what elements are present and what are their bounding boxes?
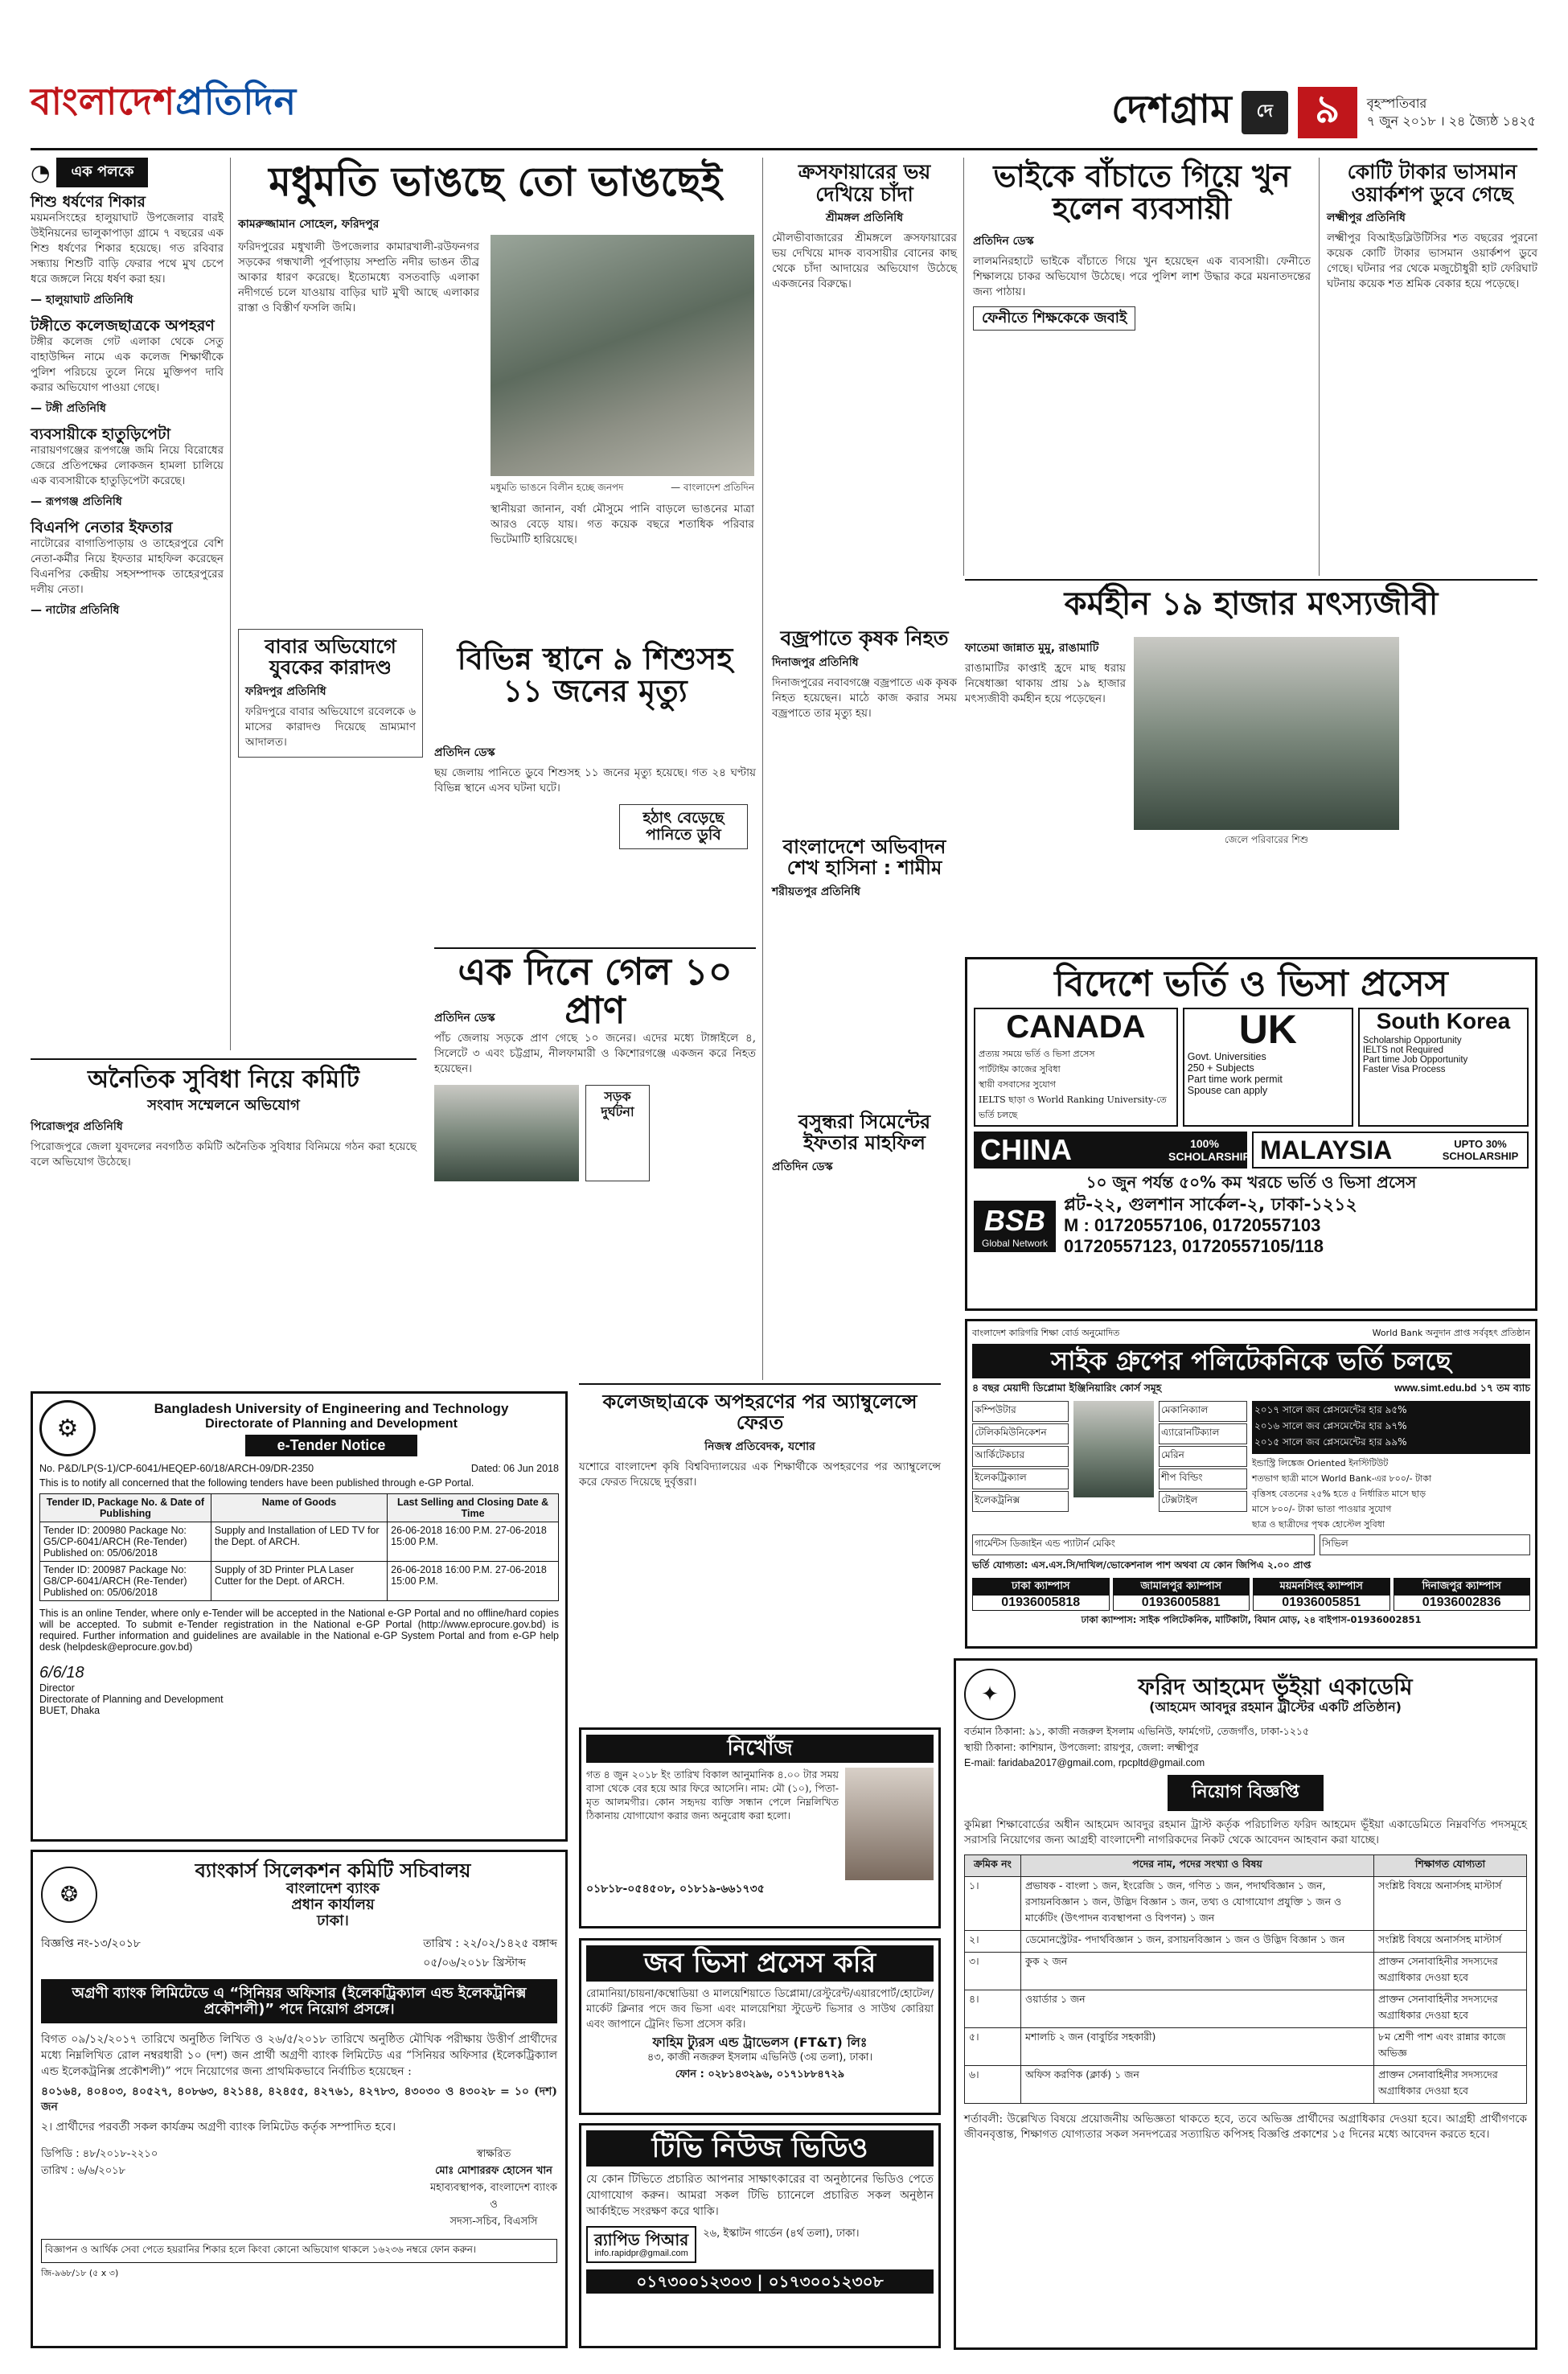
tender-org: Bangladesh University of Engineering and Technology (154, 1400, 509, 1416)
dept-item: এ্যারোনটিক্যাল (1159, 1423, 1247, 1444)
story-text: মৌলভীবাজারের শ্রীমঙ্গলে ক্রসফায়ারের ভয় দেখিয়ে মাদক ব্যবসায়ীর বোনের কাছ থেকে চাঁদা আদায়ের অভিযোগ উঠেছে একজনের বিরুদ্ধে। (772, 232, 957, 290)
signer-3: BUET, Dhaka (39, 1705, 101, 1716)
batch: ১৭ তম ব্যাচ (1480, 1382, 1530, 1394)
story-text: ফরিদপুরে বাবার অভিযোগে রবেলকে ৬ মাসের কারাদণ্ড দিয়েছে ভ্রাম্যমাণ আদালত। (245, 704, 416, 749)
tender-note: This is an online Tender, where only e-Tender will be accepted in the National e-GP Portal and no offline/hard copies will be accepted. To submit e-Tender registration in the National e-GP Portal (http://www.eprocure.gov.bd) is required. Further information and guidelines are available in the National e-GP System Portal and from e-GP help desk (helpdesk@eprocure.gov.bd) (39, 1608, 559, 1653)
tv-phones: ০১৭৩০০১২৩০৩ | ০১৭৩০০১২৩০৮ (636, 2272, 884, 2292)
missing-contact: ০১৮১৮-০৫৪৫০৮, ০১৮১৯-৬৬১৭৩৫ (586, 1882, 765, 1896)
point: Spouse can apply (1187, 1085, 1268, 1097)
table-header: পদের নাম, পদের সংখ্যা ও বিষয় (1021, 1855, 1374, 1877)
notice-number: বিজ্ঞপ্তি নং-১৩/২০১৮ (41, 1937, 141, 1950)
subhead: ফেনীতে শিক্ষকেকে জবাই (982, 309, 1127, 327)
malaysia-note: UPTO 30% SCHOLARSHIP (1442, 1138, 1519, 1163)
brief-title: টঙ্গীতে কলেজছাত্রকে অপহরণ (31, 316, 215, 335)
row-post: ওয়ার্ডার ১ জন (1021, 1990, 1374, 2028)
placement-line: ২০১৬ সালে জব প্লেসমেন্টের হার ৯৭% (1254, 1420, 1407, 1432)
table-row (965, 1877, 1527, 1931)
headline: কলেজছাত্রকে অপহরণের পর অ্যাম্বুলেন্সে ফেরত (602, 1390, 917, 1435)
dept-item: ইলেকট্রনিক্স (972, 1491, 1069, 1512)
story-modhumoti-body (238, 240, 479, 316)
campus-phone: 01936005818 (1001, 1596, 1081, 1610)
byline: লক্ষ্মীপুর প্রতিনিধি (1327, 212, 1406, 224)
river-erosion-photo (491, 235, 754, 476)
story-text: লক্ষ্মীপুর বিআইডব্লিউটিসির শত বছরের পুরনো কয়েক কোটি টাকার ভাসমান ওয়ার্কশপ ডুবে গেছে। ঘটনার পর থেকে মজুচৌধুরী হাট ফেরিঘাট ঘটনায় কয়েক শত শ্রমিক বেকার হয়ে পড়েছে। (1327, 232, 1537, 290)
table-row (965, 1953, 1527, 1990)
story-text: পিরোজপুরে জেলা যুবদলের নবগঠিত কমিটি অনৈতিক সুবিধার বিনিময়ে গঠন করা হয়েছে বলে অভিযোগ উঠেছে। (31, 1140, 417, 1169)
byline: ফরিদপুর প্রতিনিধি (245, 684, 326, 698)
bank-text: বিগত ০৯/১২/২০১৭ তারিখে অনুষ্ঠিত লিখিত ও ২৬/৫/২০১৮ তারিখে অনুষ্ঠিত মৌখিক পরীক্ষায় উত্তীর্ণ প্রার্থীদের মধ্যে নিম্নলিখিত রোল নম্বরধারী ১০ (দশ) জন প্রার্থী অগ্রণী ব্যাংক লিমিটেড এর “সিনিয়র অফিসার (ইলেকট্রিক্যাল এন্ড ইলেকট্রনিক্স প্রকৌশলী)” পদে নিয়োগের জন্য প্রাথমিকভাবে নির্বাচিত হয়েছেন : (41, 2033, 557, 2079)
table-header: Name of Goods (211, 1494, 387, 1522)
uk-points (1184, 1049, 1352, 1098)
row-number: ৬। (965, 2066, 1021, 2104)
story-baba (238, 629, 423, 758)
byline: প্রতিদিন ডেস্ক (434, 746, 495, 759)
eligibility: ভর্তি যোগ্যতা: এস.এস.সি/দাখিল/ভোকেশনাল পাশ অথবা যে কোন জিপিএ ২.০০ প্রাপ্ত (972, 1559, 1311, 1571)
uk-box (1183, 1008, 1353, 1127)
polytechnic-ad (965, 1319, 1537, 1649)
photo-caption: মধুমতি ভাঙনে বিলীন হচ্ছে জনপদ (491, 482, 624, 493)
byline: শ্রীমঙ্গল প্রতিনিধি (825, 212, 904, 224)
tender-dates: 26-06-2018 16:00 P.M. 27-06-2018 15:00 P.M. (388, 1522, 559, 1562)
bank-logo-icon: ❂ (41, 1867, 97, 1923)
brief-logo-icon: ◔ (31, 159, 51, 186)
academy-address: বর্তমান ঠিকানা: ৯১, কাজী নজরুল ইসলাম এভিনিউ, ফার্মগেট, তেজগাঁও, ঢাকা-১২১৫ (964, 1725, 1310, 1737)
tender-notice (31, 1391, 568, 1842)
bank-sub-1: বাংলাদেশ ব্যাংক (285, 1880, 380, 1898)
story-modhumoti-body-2 (491, 502, 754, 548)
brief-title: বিএনপি নেতার ইফতার (31, 518, 173, 536)
dept-item: গার্মেন্টস ডিজাইন এন্ড প্যাটার্ন মেকিং (972, 1534, 1315, 1555)
headline: ভাইকে বাঁচাতে গিয়ে খুন হলেন ব্যবসায়ী (993, 158, 1291, 226)
section-header (1111, 80, 1536, 144)
ad-phones-2: 01720557123, 01720557105/118 (1064, 1236, 1324, 1257)
story-motsho-body (965, 635, 1126, 707)
photo-caption-row (491, 481, 754, 497)
story-naitik (31, 1058, 417, 1170)
bank-title: অগ্রণী ব্যাংক লিমিটেডে এ “সিনিয়র অফিসার (ইলেকট্রিক্যাল এন্ড ইলেকট্রনিক্স প্রকৌশলী)” পদে নিয়োগ প্রসঙ্গে। (72, 1984, 527, 2018)
tender-title: e-Tender Notice (245, 1435, 418, 1456)
date-2: ০৫/০৬/২০১৮ খ্রিস্টাব্দ (423, 1956, 526, 1969)
campus-name: ঢাকা ক্যাম্পাস (973, 1579, 1109, 1596)
fishermen-photo (1134, 637, 1399, 830)
course-label: ৪ বছর মেয়াদী ডিপ্লোমা ইঞ্জিনিয়ারিং কোর্স সমূহ (972, 1382, 1162, 1394)
byline: প্রতিদিন ডেস্ক (772, 1160, 833, 1173)
story-text: ছয় জেলায় পানিতে ডুবে শিশুসহ ১১ জনের মৃত্যু হয়েছে। গত ২৪ ঘণ্টায় বিভিন্ন স্থানে এসব ঘটনা ঘটে। (434, 766, 756, 795)
dept-item: আর্কিটেকচার (972, 1446, 1069, 1467)
headline: কোটি টাকার ভাসমান ওয়ার্কশপ ডুবে গেছে (1347, 160, 1517, 206)
story-text: দিনাজপুরের নবাবগঞ্জে বজ্রপাতে এক কৃষক নিহত হয়েছেন। মাঠে কাজ করার সময় বজ্রপাতে তার মৃত্যু হয়। (772, 676, 957, 720)
bank-notice (31, 1850, 568, 2348)
inset-text: সড়ক দুর্ঘটনা (601, 1089, 634, 1119)
story-text: লালমনিরহাটে ভাইকে বাঁচাতে গিয়ে খুন হয়েছেন এক ব্যবসায়ী। ফেনীতে শিক্ষালয়ে চাকর অভিযোগ উঠেছে। পরে পুলিশ লাশ উদ্ধার করে ময়নাতদন্তের জন্য পাঠায়। (973, 254, 1311, 298)
tv-address: ২৬, ইস্কাটন গার্ডেন (৪র্থ তলা), ঢাকা। (703, 2228, 860, 2241)
story-text: স্থানীয়রা জানান, বর্ষা মৌসুমে পানি বাড়লে ভাঙনের মাত্রা আরও বেড়ে যায়। গত কয়েক বছরে শতাধিক পরিবার ভিটেমাটি হারিয়েছে। (491, 503, 754, 546)
story-bhai (973, 158, 1311, 331)
dept-item: টেক্সটাইল (1159, 1491, 1247, 1512)
tender-dept: Directorate of Planning and Development (205, 1416, 458, 1431)
date-1: ২২/০২/১৪২৫ বঙ্গাব্দ (462, 1937, 557, 1950)
row-post: অফিস করণিক (ক্লার্ক) ১ জন (1021, 2066, 1374, 2104)
masthead-name-2: প্রতিদিন (175, 80, 298, 123)
dept-list-right (1159, 1401, 1247, 1533)
buet-logo-icon: ⚙ (39, 1400, 96, 1456)
story-ifter (772, 1111, 957, 1180)
tender-memo: No. P&D/LP(S-1)/CP-6041/HEQEP-60/18/ARCH-09/DR-2350 (39, 1463, 314, 1474)
bank-warning: বিজ্ঞাপন ও আর্থিক সেবা পেতে হয়রানির শিকার হলে কিংবা কোনো অভিযোগ থাকলে ১৬২৩৬ নম্বরে ফোন করুন। (41, 2239, 557, 2263)
ad-title: বিদেশে ভর্তি ও ভিসা প্রসেস (1054, 963, 1448, 1004)
campus-name: ময়মনসিংহ ক্যাম্পাস (1254, 1579, 1389, 1596)
row-qualification: প্রাক্তন সেনাবাহিনীর সদস্যদের অগ্রাধিকার দেওয়া হবে (1374, 1990, 1527, 2028)
story-college (579, 1383, 941, 1490)
byline: শরীয়তপুর প্রতিনিধি (772, 885, 860, 898)
ad-address: প্লট-২২, গুলশান সার্কেল-২, ঢাকা-১২১২ (1064, 1195, 1357, 1216)
table-row (965, 1990, 1527, 2028)
headline: বাবার অভিযোগে যুবকের কারাদণ্ড (265, 635, 396, 680)
signer: Director (39, 1682, 75, 1694)
brand-sub: Global Network (982, 1238, 1049, 1250)
story-bajrapat (772, 627, 957, 721)
row-number: ৪। (965, 1990, 1021, 2028)
tender-date: Dated: 06 Jun 2018 (470, 1463, 559, 1474)
bank-rolls: ৪০১৬৪, ৪০৪০৩, ৪০৫২৭, ৪০৮৬৩, ৪২১৪৪, ৪২৪৫৫, ৪২৭৬১, ৪২৭৮৩, ৪৩০৩০ ও ৪৩০২৮ = ১০ (দশ) জন (41, 2085, 557, 2114)
tender-id: Tender ID: 200987 Package No: G8/CP-6041/ARCH (Re-Tender) Published on: 05/06/2018 (40, 1562, 211, 1601)
brief-credit: — রূপগঞ্জ প্রতিনিধি (31, 495, 122, 508)
point: Govt. Universities (1187, 1051, 1266, 1063)
ad-top-right: World Bank অনুদান প্রাপ্ত সর্ববৃহৎ প্রতিষ্ঠান (1372, 1328, 1530, 1338)
photo-caption: জেলে পরিবারের শিশু (1224, 834, 1309, 845)
table-header: শিক্ষাগত যোগ্যতা (1374, 1855, 1527, 1877)
column-divider (762, 158, 763, 1380)
campus-phone: 01936005851 (1282, 1596, 1361, 1610)
brief-credit: — হালুয়াঘাট প্রতিনিধি (31, 293, 133, 306)
placement-line: ২০১৫ সালে জব প্লেসমেন্টের হার ৯৯% (1254, 1436, 1407, 1448)
tv-title: টিভি নিউজ ভিডিও (651, 2132, 868, 2164)
story-chanda (772, 161, 957, 292)
point: স্থায়ী বসবাসের সুযোগ (979, 1079, 1056, 1090)
byline: পিরোজপুর প্রতিনিধি (31, 1119, 123, 1133)
visa-ad (965, 957, 1537, 1311)
row-post: প্রভাষক - বাংলা ১ জন, ইংরেজি ১ জন, গণিত ১ জন, পদার্থবিজ্ঞান ১ জন, রসায়নবিজ্ঞান ১ জন, উদ্ভিদ বিজ্ঞান ১ জন, তথ্য ও যোগাযোগ প্রযুক্তি ১ জন ও মার্কেটিং (উৎপাদন ব্যবস্থাপনা ও বিপণন) ১ জন (1021, 1877, 1374, 1931)
masthead-rule (31, 148, 1537, 150)
canada-box (974, 1008, 1178, 1127)
byline: প্রতিদিন ডেস্ক (434, 1012, 495, 1025)
masthead-logo (31, 74, 297, 135)
headline: মধুমতি ভাঙছে তো ভাঙছেই (269, 158, 722, 205)
brief-text: নাটোরের বাগাতিপাড়ায় ও তাহেরপুরে বেশি নেতা-কর্মীর নিয়ে ইফতার মাহফিল করেছেন বিএনপির কেন্দ্রীয় সহসম্পাদক তাহেরপুরের দলীয় নেতা। (31, 536, 224, 596)
china-note: 100% SCHOLARSHIP (1168, 1137, 1250, 1164)
headline: অনৈতিক সুবিধা নিয়ে কমিটি (88, 1066, 359, 1094)
bank-signer-2: মহাব্যবস্থাপক, বাংলাদেশ ব্যাংক (429, 2182, 557, 2195)
signer-2: Directorate of Planning and Development (39, 1694, 224, 1705)
date-line: ৭ জুন ২০১৮ । ২৪ জ্যৈষ্ঠ ১৪২৫ (1366, 113, 1536, 129)
bank-text-2: ২। প্রার্থীদের পরবর্তী সকল কার্যক্রম অগ্রণী ব্যাংক লিমিটেড কর্তৃক সম্পাদিত হবে। (41, 2121, 396, 2134)
row-qualification: প্রাক্তন সেনাবাহিনীর সদস্যদের অগ্রাধিকার দেওয়া হবে (1374, 2066, 1527, 2104)
brief-column (31, 158, 224, 1002)
table-header: ক্রমিক নং (965, 1855, 1021, 1877)
story-shishu-body (434, 740, 756, 849)
date-label: তারিখ : (423, 1937, 459, 1950)
point: 250 + Subjects (1187, 1062, 1254, 1074)
point: পার্টটাইম কাজের সুবিধা (979, 1064, 1061, 1075)
note: শতভাগ ছাত্রী মাসে World Bank-এর ৮০০/- টাকা (1252, 1473, 1432, 1485)
ref-1: ডিপিডি : ৪৮/২০১৮-২২১০ (41, 2148, 158, 2161)
sign-label: স্বাক্ষরিত (476, 2148, 511, 2161)
korea-box (1358, 1008, 1529, 1127)
tender-table (39, 1493, 559, 1601)
tender-intro: This is to notify all concerned that the following tenders have been published through e-GP Portal. (39, 1477, 474, 1489)
tv-video-ad (579, 2123, 941, 2348)
table-header: Last Selling and Closing Date & Time (388, 1494, 559, 1522)
notice-label: নিয়োগ বিজ্ঞপ্তি (1168, 1775, 1324, 1811)
inset-text: হঠাৎ বেড়েছে পানিতে ডুবি (642, 809, 724, 844)
column-divider (963, 158, 964, 576)
story-text: পাঁচ জেলায় সড়কে প্রাণ গেছে ১০ জনের। এদের মধ্যে টাঙ্গাইলে ৪, সিলেটে ৩ এবং চট্টগ্রাম, নীলফামারী ও কিশোরগঞ্জে একজন করে নিহত হয়েছেন। (434, 1032, 756, 1075)
brief-credit: — নাটোর প্রতিনিধি (31, 603, 120, 617)
headline: বসুন্ধরা সিমেন্টের ইফতার মাহফিল (798, 1111, 931, 1155)
page-number: ৯ (1298, 87, 1357, 138)
ad-title-bar (972, 1344, 1530, 1378)
row-qualification: প্রাক্তন সেনাবাহিনীর সদস্যদের অগ্রাধিকার দেওয়া হবে (1374, 1953, 1527, 1990)
tv-phone-bar (586, 2269, 934, 2294)
table-row (965, 2066, 1527, 2104)
headline: বজ্রপাতে কৃষক নিহত (780, 626, 949, 650)
tv-brand-box (586, 2226, 696, 2263)
row-number: ১। (965, 1877, 1021, 1931)
missing-text: গত ৪ জুন ২০১৮ ইং তারিখ বিকাল আনুমানিক ৪.০০ টার সময় বাসা থেকে বের হয়ে আর ফিরে আসেনি। নাম: মৌ (১০), পিতা-মৃত আলমগীর। কোন সহৃদয় ব্যক্তি সন্ধান পেলে নিম্নলিখিত ঠিকানায় যোগাযোগ করার জন্য অনুরোধ করা হলো। (586, 1768, 839, 1822)
campus-phone: 01936002836 (1422, 1596, 1501, 1610)
dept-item: ইলেকট্রিক্যাল (972, 1468, 1069, 1489)
bank-sub-3: ঢাকা। (317, 1912, 349, 1929)
country-china: CHINA (980, 1133, 1072, 1167)
byline: নিজস্ব প্রতিবেদক, যশোর (704, 1440, 815, 1453)
subhead-box (973, 306, 1135, 331)
deadline: ১০ জুন পর্যন্ত ৫০% কম খরচে ভর্তি ও ভিসা প্রসেস (1086, 1173, 1417, 1193)
placement-line: ২০১৭ সালে জব প্লেসমেন্টের হার ৯৫% (1254, 1404, 1407, 1416)
country-uk: UK (1238, 1007, 1297, 1053)
bank-sub-2: প্রধান কার্যালয় (291, 1896, 375, 1914)
row-post: কুক ২ জন (1021, 1953, 1374, 1990)
brief-title: শিশু ধর্ষণের শিকার (31, 193, 146, 211)
headline: বাংলাদেশে অভিবাদন শেখ হাসিনা : শামীম (782, 836, 946, 880)
story-shishu (434, 643, 756, 708)
accident-photo (434, 1085, 579, 1181)
missing-title: নিখোঁজ (727, 1736, 793, 1760)
story-motsho (965, 579, 1537, 621)
table-row (40, 1522, 559, 1562)
byline: কামরুজ্জামান সোহেল, ফরিদপুর (238, 217, 380, 231)
china-box (974, 1132, 1250, 1169)
job-phones: ফোন : ০২৮১৪৩২৯৬, ০১৭১৮৮৪৭২৯ (675, 2068, 845, 2080)
brief-credit: — টঙ্গী প্রতিনিধি (31, 401, 106, 415)
country-malaysia: MALAYSIA (1260, 1135, 1393, 1164)
campus-name: দিনাজপুর ক্যাম্পাস (1394, 1579, 1530, 1596)
point: IELTS ছাড়া ও World Ranking University-তে ভর্তি চলছে (979, 1095, 1167, 1121)
table-row (965, 2028, 1527, 2066)
academy-intro: কুমিল্লা শিক্ষাবোর্ডের অধীন আহমেদ আবদুর রহমান ট্রাস্ট কর্তৃক পরিচালিত ফরিদ আহমেদ ভূঁইয়া একাডেমিতে নিম্নবর্ণিত পদসমূহে সরাসরি নিয়োগের জন্য আগ্রহী বাংলাদেশী নাগরিকদের নিকট থেকে আবেদন আহবান করা যাচ্ছে। (964, 1818, 1527, 1846)
job-title: জব ভিসা প্রসেস করি (643, 1947, 876, 1979)
placement-stats (1252, 1401, 1530, 1454)
story-modhumoti (238, 158, 753, 237)
website-link[interactable]: www.simt.edu.bd (1394, 1382, 1477, 1394)
korea-points (1360, 1034, 1527, 1076)
story-text: রাঙামাটির কাপ্তাই হ্রদে মাছ ধরায় নিষেধাজ্ঞা থাকায় প্রায় ১৯ হাজার মৎস্যজীবী কর্মহীন হয়ে পড়েছেন। (965, 662, 1126, 705)
missing-person-photo (845, 1768, 934, 1880)
brief-text: টঙ্গীর কলেজ গেট এলাকা থেকে সেতু বাহাউদ্দিন নামে এক কলেজ শিক্ষার্থীকে পুলিশ পরিচয়ে তুলে নিয়ে মুক্তিপণ দাবি করার অভিযোগ পাওয়া গেছে। (31, 335, 224, 394)
story-text: ফরিদপুরের মধুখালী উপজেলার কামারখালী-রউফনগর সড়কের গন্ধখালী পূর্বপাড়ায় সম্প্রতি নদীর ভাঙন তীব্র আকার ধারণ করেছে। ইতোমধ্যে বসতবাড়ি এলাকা নদীগর্ভে চলে যাওয়ায় বাড়ির ঘাট মুখী আছে এলাকার রাস্তা ও বিস্তীর্ণ ফসলি জমি। (238, 240, 479, 314)
bank-org: ব্যাংকার্স সিলেকশন কমিটি সচিবালয় (195, 1859, 471, 1882)
academy-terms: শর্তাবলী: উল্লেখিত বিষয়ে প্রয়োজনীয় অভিজ্ঞতা থাকতে হবে, তবে অভিজ্ঞ প্রার্থীদের অগ্রাধিকার দেওয়া হবে। আগ্রহী প্রার্থীগণকে জীবনবৃত্তান্ত, শিক্ষাগত যোগ্যতার সকল সনদপত্রের সত্যায়িত কপিসহ বিজ্ঞপ্তি প্রকাশের ১৫ দিনের মধ্যে আবেদন করতে হবে। (964, 2113, 1527, 2141)
country-korea: South Korea (1376, 1008, 1511, 1034)
academy-logo-icon: ✦ (964, 1669, 1016, 1720)
note: মাসে ৮০০/- টাকা ভাতা পাওয়ার সুযোগ (1252, 1504, 1392, 1515)
missing-title-bar (586, 1735, 934, 1763)
campus-name: জামালপুর ক্যাম্পাস (1114, 1579, 1250, 1596)
headline: এক দিনে গেল ১০ প্রাণ (458, 950, 733, 1033)
ad-title: সাইক গ্রুপের পলিটেকনিকে ভর্তি চলছে (1051, 1345, 1451, 1376)
job-address: ৪৩, কাজী নজরুল ইসলাম এভিনিউ (৩য় তলা), ঢাকা। (646, 2051, 873, 2064)
dept-item: সিভিল (1320, 1534, 1530, 1555)
ad-footer: ঢাকা ক্যাম্পাস: সাইক পলিটেকনিক, মাটিকাটা, বিমান মোড়, ২৪ বাইপাস-01936002851 (1081, 1614, 1422, 1626)
table-row (965, 1931, 1527, 1953)
students-photo (1073, 1401, 1154, 1497)
country-canada: CANADA (1006, 1009, 1146, 1045)
brief-label: এক পলকে (56, 158, 148, 187)
academy-notice (954, 1658, 1537, 2350)
row-number: ৫। (965, 2028, 1021, 2066)
campus (1253, 1578, 1390, 1611)
bank-code: জি-৯৬৮/১৮ (৫ x ৩) (41, 2268, 119, 2279)
tender-goods: Supply and Installation of LED TV for the Dept. of ARCH. (211, 1522, 387, 1562)
brand-name: BSB (984, 1204, 1046, 1238)
inset-box (585, 1085, 650, 1181)
dept-item: মেরিন (1159, 1446, 1247, 1467)
campus (1113, 1578, 1250, 1611)
academy-title: ফরিদ আহমেদ ভূঁইয়া একাডেমি (1138, 1673, 1413, 1700)
canada-points (975, 1045, 1176, 1125)
story-text: যশোরে বাংলাদেশ কৃষি বিশ্ববিদ্যালয়ের এক শিক্ষার্থীকে অপহরণের পর অ্যাম্বুলেন্সে করে ফেরত দিয়েছে দুর্বৃত্তরা। (579, 1460, 941, 1489)
point: Scholarship Opportunity (1362, 1035, 1462, 1045)
ref-2: তারিখ : ৬/৬/২০১৮ (41, 2165, 126, 2178)
dept-item: শীপ বিল্ডিং (1159, 1468, 1247, 1489)
point: IELTS not Required (1362, 1045, 1444, 1055)
row-qualification: সংশ্লিষ্ট বিষয়ে অনার্সসহ মাস্টার্স (1374, 1877, 1527, 1931)
job-visa-ad (579, 1938, 941, 2115)
story-hasina (772, 836, 957, 905)
masthead-name-1: বাংলাদেশ (31, 80, 176, 123)
story-vasman (1327, 161, 1537, 292)
ad-notes (1252, 1456, 1530, 1533)
job-company: ফাহিম ট্যুরস এন্ড ট্রাভেলস (FT&T) লিঃ (652, 2035, 868, 2051)
recruitment-table (964, 1854, 1527, 2104)
section-name: দেশগ্রাম (1111, 87, 1232, 132)
note: বৃত্তিসহ বেতনের ২৫% হতে ৫ নির্ধারিত মাসে ছাড় (1252, 1489, 1426, 1500)
row-post: মশালচি ২ জন (বাবুর্চির সহকারী) (1021, 2028, 1374, 2066)
tender-id: Tender ID: 200980 Package No: G5/CP-6041/ARCH (Re-Tender) Published on: 05/06/2018 (40, 1522, 211, 1562)
academy-sub: (আহমেদ আবদুর রহমান ট্রাস্টের একটি প্রতিষ্ঠান) (1149, 1698, 1402, 1715)
bank-signer-4: সদস্য-সচিব, বিএসসি (449, 2216, 538, 2228)
row-post: ডেমোনস্ট্রেটর- পদার্থবিজ্ঞান ১ জন, রসায়নবিজ্ঞান ১ জন ও উদ্ভিদ বিজ্ঞান ১ জন (1021, 1931, 1374, 1953)
issue-date (1367, 95, 1536, 130)
weekday: বৃহস্পতিবার (1366, 95, 1427, 111)
photo-credit: — বাংলাদেশ প্রতিদিন (671, 482, 754, 493)
missing-notice (579, 1727, 941, 1928)
campus-list (972, 1578, 1530, 1611)
story-10-pran-body (434, 1005, 756, 1181)
tv-text: যে কোন টিভিতে প্রচারিত আপনার সাক্ষাৎকারের বা অনুষ্ঠানের ভিডিও পেতে যোগাযোগ করুন। আমরা সকল টিভি চ্যানেলে প্রচারিত সকল অনুষ্ঠান আর্কাইভে সংরক্ষণ করে থাকি। (586, 2173, 934, 2219)
point: Part time work permit (1187, 1074, 1283, 1086)
note: ছাত্র ও ছাত্রীদের পৃথক হোস্টেল সুবিধা (1252, 1519, 1385, 1530)
bank-signer-3: ও (490, 2199, 498, 2212)
academy-address-2: স্থায়ী ঠিকানা: কাশিয়ান, উপজেলা: রায়পুর, জেলা: লক্ষ্মীপুর (964, 1741, 1199, 1753)
row-qualification: সংশ্লিষ্ট বিষয়ে অনার্সসহ মাস্টার্স (1374, 1931, 1527, 1953)
section-logo-icon: দে (1242, 91, 1288, 134)
ad-phones: M : 01720557106, 01720557103 (1064, 1215, 1321, 1236)
malaysia-box (1252, 1132, 1529, 1169)
bank-title-bar (41, 1979, 557, 2024)
dept-list-left (972, 1401, 1069, 1533)
row-number: ২। (965, 1931, 1021, 1953)
campus (972, 1578, 1110, 1611)
headline: কর্মহীন ১৯ হাজার মৎস্যজীবী (1064, 585, 1439, 622)
brief-title: ব্যবসায়ীকে হাতুড়িপেটা (31, 425, 171, 443)
point: প্রত্যয় সময়ে ভর্তি ও ভিসা প্রসেস (979, 1049, 1095, 1060)
column-divider (1319, 158, 1320, 576)
column-divider (230, 158, 231, 1050)
job-title-bar (586, 1945, 934, 1982)
dept-item: কম্পিউটার (972, 1401, 1069, 1422)
byline: প্রতিদিন ডেস্ক (973, 234, 1034, 248)
row-qualification: ৮ম শ্রেণী পাশ এবং রান্নার কাজে অভিজ্ঞ (1374, 2028, 1527, 2066)
tv-email[interactable]: info.rapidpr@gmail.com (594, 2249, 688, 2259)
headline: ক্রসফায়ারের ভয় দেখিয়ে চাঁদা (798, 160, 931, 206)
point: Faster Visa Process (1362, 1064, 1446, 1074)
signature-date: 6/6/18 (39, 1664, 84, 1682)
row-number: ৩। (965, 1953, 1021, 1990)
headline: বিভিন্ন স্থানে ৯ শিশুসহ ১১ জনের মৃত্যু (457, 641, 733, 709)
point: Part time Job Opportunity (1362, 1054, 1468, 1065)
tv-title-bar (586, 2130, 934, 2167)
brief-text: ময়মনসিংহের হালুয়াঘাট উপজেলার বারই উইনিয়নের ভালুকাপাড়া গ্রামে ৭ বছরের এক শিশু ধর্ষণের শিকার হয়েছে। গত রবিবার সন্ধ্যায় শিশুটি বাড়ি ফেরার পথে মুখ চেপে ধরে জঙ্গলে নিয়ে ধর্ষণ করা হয়। (31, 211, 224, 285)
inset-box (619, 804, 748, 849)
note: ইন্ডাস্ট্রি লিঙ্কেজ Oriented ইনস্টিটিউট (1252, 1458, 1389, 1469)
byline: দিনাজপুর প্রতিনিধি (772, 655, 859, 669)
tender-goods: Supply of 3D Printer PLA Laser Cutter for the Dept. of ARCH. (211, 1562, 387, 1601)
brand-logo (974, 1201, 1056, 1252)
tv-brand: র‍্যাপিড পিআর (594, 2230, 689, 2250)
byline: ফাতেমা জান্নাত মুমু, রাঙামাটি (965, 642, 1099, 655)
campus-phone: 01936005881 (1141, 1596, 1221, 1610)
academy-email[interactable]: E-mail: faridaba2017@gmail.com, rpcpltd@gmail.com (964, 1757, 1205, 1768)
deck: সংবাদ সম্মেলনে অভিযোগ (147, 1097, 300, 1114)
brief-text: নারায়ণগঞ্জের রূপগঞ্জে জমি নিয়ে বিরোধের জেরে প্রতিপক্ষের লোকজন হামলা চালিয়ে এক ব্যবসায়ীকে হাতুড়িপেটা করেছে। (31, 443, 224, 487)
ad-top-left: বাংলাদেশ কারিগরি শিক্ষা বোর্ড অনুমোদিত (972, 1328, 1120, 1338)
campus (1394, 1578, 1531, 1611)
table-row (40, 1562, 559, 1601)
job-text: রোমানিয়া/চায়না/কম্বোডিয়া ও মালয়েশিয়াতে ডিপ্লোমা/রেস্টুরেন্ট/এয়ারপোর্ট/হোটেল/মার্কেট ক্লিনার পদে জব ভিসা এবং মালয়েশিয়া স্টুডেন্ট ভিসার ও সাউথ কোরিয়া এবং জাপানে ট্রেনিং ভিসা প্রসেস করি। (586, 1988, 934, 2031)
dept-item: টেলিকমিউনিকেশন (972, 1423, 1069, 1444)
dept-item: মেকানিক্যাল (1159, 1401, 1247, 1422)
table-header: Tender ID, Package No. & Date of Publishing (40, 1494, 211, 1522)
tender-dates: 26-06-2018 16:00 P.M. 27-06-2018 15:00 P.M. (388, 1562, 559, 1601)
bank-signer: মোঃ মোশাররফ হোসেন খান (435, 2165, 552, 2178)
